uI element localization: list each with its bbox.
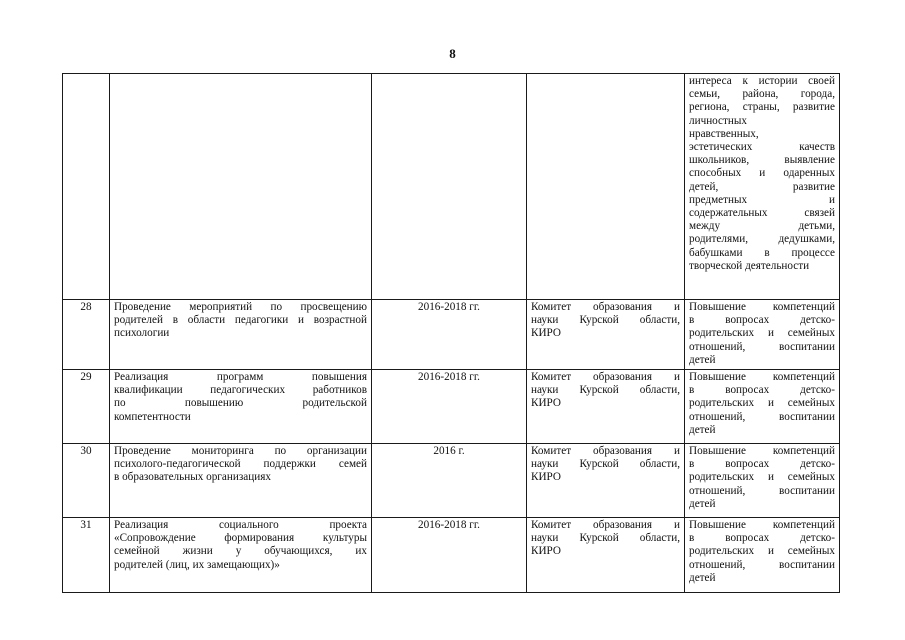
- result-line: родительских и семейных: [689, 545, 835, 558]
- event-cell: [110, 370, 372, 444]
- result-cell: [685, 74, 840, 300]
- executor-line: КИРО: [531, 327, 561, 340]
- result-line: родительских и семейных: [689, 397, 835, 410]
- executor-cell: [527, 300, 685, 370]
- row-number-cell: 28: [63, 300, 110, 370]
- activities-table: [62, 73, 840, 593]
- event-line: родителей (лиц, их замещающих)»: [114, 558, 280, 571]
- executor-cell: [527, 74, 685, 300]
- term-cell: [372, 74, 527, 300]
- result-line: отношений, воспитании: [689, 558, 835, 571]
- result-line: родительских и семейных: [689, 327, 835, 340]
- result-cell: [685, 518, 840, 593]
- result-line: интереса к истории своей: [689, 75, 835, 87]
- event-line: семейной жизни у обучающихся, их: [114, 545, 367, 558]
- event-line: Проведение мероприятий по просвещению: [114, 301, 367, 313]
- event-line: по повышению родительской: [114, 397, 367, 410]
- result-line: творческой деятельности: [689, 259, 810, 272]
- executor-line: КИРО: [531, 471, 561, 484]
- term-cell: 2016-2018 гг.: [372, 370, 527, 444]
- result-line: в вопросах детско-: [689, 384, 835, 397]
- event-line: в образовательных организациях: [114, 471, 271, 484]
- table-row: [63, 518, 840, 593]
- result-line: в вопросах детско-: [689, 532, 835, 545]
- table-row: [63, 370, 840, 444]
- executor-cell: [527, 444, 685, 518]
- result-line: отношений, воспитании: [689, 340, 835, 353]
- result-line: Повышение компетенций: [689, 519, 835, 531]
- row-number-cell: 29: [63, 370, 110, 444]
- executor-line: науки Курской области,: [531, 458, 680, 471]
- executor-line: КИРО: [531, 397, 561, 410]
- result-line: предметных и: [689, 193, 835, 206]
- term-cell: 2016-2018 гг.: [372, 518, 527, 593]
- result-line: бабушками в процессе: [689, 246, 835, 259]
- page-number: 8: [449, 46, 456, 61]
- executor-line: Комитет образования и: [531, 445, 680, 457]
- event-line: Реализация программ повышения: [114, 371, 367, 383]
- executor-line: науки Курской области,: [531, 314, 680, 327]
- result-line: детей: [689, 571, 716, 584]
- event-cell: [110, 74, 372, 300]
- result-line: семьи, района, города,: [689, 88, 835, 101]
- executor-cell: [527, 370, 685, 444]
- event-line: родителей в области педагогики и возрастной: [114, 314, 367, 327]
- event-cell: [110, 518, 372, 593]
- result-line: детей: [689, 423, 716, 436]
- result-line: школьников, выявление: [689, 154, 835, 167]
- result-line: личностных: [689, 114, 748, 127]
- table-row: [63, 444, 840, 518]
- result-line: содержательных связей: [689, 207, 835, 220]
- executor-line: Комитет образования и: [531, 301, 680, 313]
- event-cell: [110, 300, 372, 370]
- row-number-cell: [63, 74, 110, 300]
- executor-line: Комитет образования и: [531, 519, 680, 531]
- event-line: психолого-педагогической поддержки семей: [114, 458, 367, 471]
- result-line: детей, развитие: [689, 180, 835, 193]
- result-line: Повышение компетенций: [689, 301, 835, 313]
- result-line: между детьми,: [689, 220, 835, 233]
- executor-line: науки Курской области,: [531, 532, 680, 545]
- executor-line: Комитет образования и: [531, 371, 680, 383]
- event-cell: [110, 444, 372, 518]
- executor-line: КИРО: [531, 545, 561, 558]
- result-line: отношений, воспитании: [689, 410, 835, 423]
- result-line: способных и одаренных: [689, 167, 835, 180]
- result-line: в вопросах детско-: [689, 314, 835, 327]
- event-line: компетентности: [114, 410, 191, 423]
- result-line: родительских и семейных: [689, 471, 835, 484]
- result-line: детей: [689, 497, 716, 510]
- result-line: Повышение компетенций: [689, 445, 835, 457]
- result-line: Повышение компетенций: [689, 371, 835, 383]
- event-line: Проведение мониторинга по организации: [114, 445, 367, 457]
- event-line: психологии: [114, 327, 170, 340]
- result-line: родителями, дедушками,: [689, 233, 835, 246]
- executor-line: науки Курской области,: [531, 384, 680, 397]
- event-line: «Сопровождение формирования культуры: [114, 532, 367, 545]
- result-cell: [685, 300, 840, 370]
- term-cell: 2016-2018 гг.: [372, 300, 527, 370]
- term-cell: 2016 г.: [372, 444, 527, 518]
- result-line: отношений, воспитании: [689, 484, 835, 497]
- event-line: квалификации педагогических работников: [114, 384, 367, 397]
- result-line: в вопросах детско-: [689, 458, 835, 471]
- result-line: нравственных,: [689, 127, 759, 140]
- result-line: региона, страны, развитие: [689, 101, 835, 114]
- table-row: [63, 74, 840, 300]
- result-cell: [685, 370, 840, 444]
- result-line: детей: [689, 353, 716, 366]
- result-line: эстетических качеств: [689, 141, 835, 154]
- row-number-cell: 31: [63, 518, 110, 593]
- result-cell: [685, 444, 840, 518]
- executor-cell: [527, 518, 685, 593]
- event-line: Реализация социального проекта: [114, 519, 367, 531]
- row-number-cell: 30: [63, 444, 110, 518]
- table-row: [63, 300, 840, 370]
